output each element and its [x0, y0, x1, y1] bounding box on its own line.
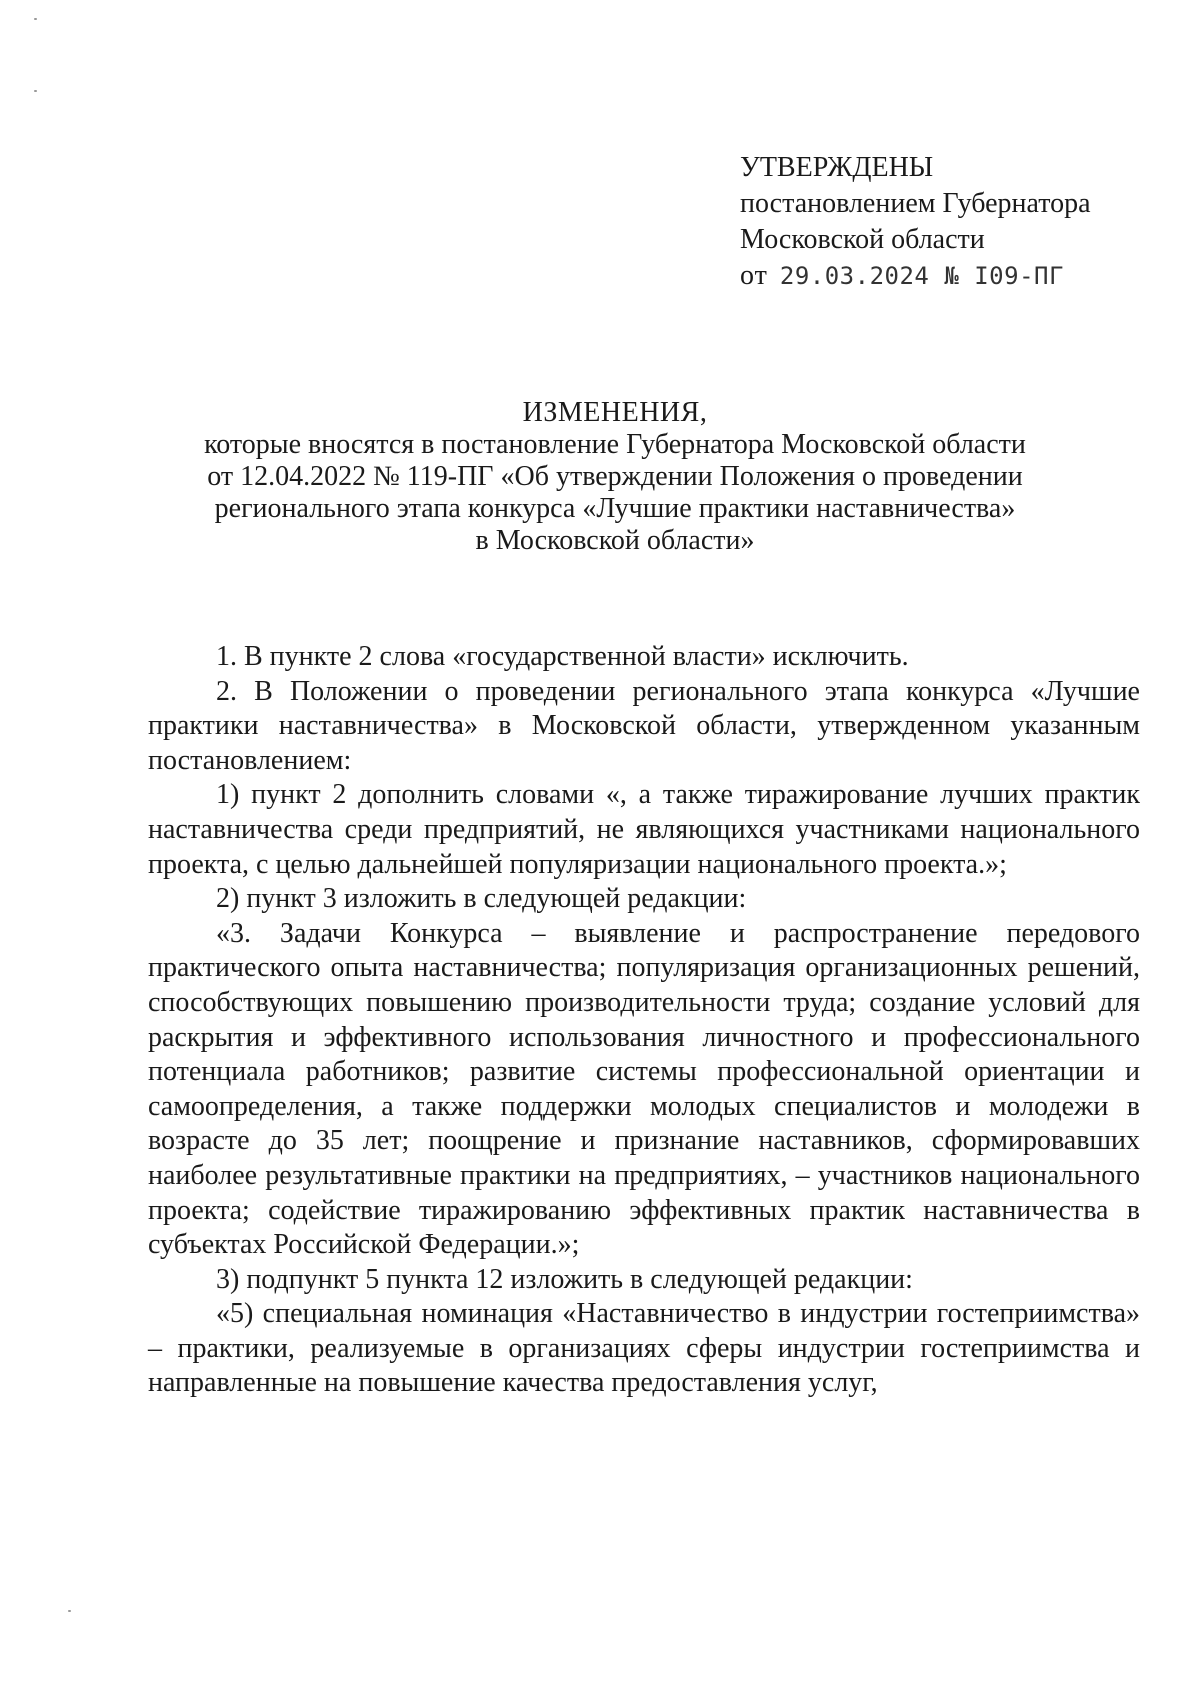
- approval-line: Московской области: [740, 224, 985, 255]
- approval-line: постановлением Губернатора: [740, 188, 1091, 219]
- approval-title: УТВЕРЖДЕНЫ: [740, 152, 934, 183]
- paragraph: «3. Задачи Конкурса – выявление и распространение передового практического опыта наставничества; популяризация организационных решений, способствующих повышению производительности труда; создание условий для раскрытия и эффективного использования личностного и профессионального потенциала работников; развитие системы профессиональной ориентации и самоопределения, а также поддержки молодых специалистов и молодежи в возрасте до 35 лет; поощрение и признание наставников, сформировавших наиболее результативные практики на предприятиях, – участников национального проекта; содействие тиражированию эффективных практик наставничества в субъектах Российской Федерации.»;: [148, 917, 1140, 1261]
- scan-speck: [34, 18, 37, 20]
- document-body: [148, 640, 1140, 1401]
- paragraph: 1. В пункте 2 слова «государственной власти» исключить.: [216, 641, 909, 672]
- scan-speck: [68, 1610, 71, 1612]
- paragraph: 2) пункт 3 изложить в следующей редакции:: [216, 883, 747, 915]
- paragraph: 1) пункт 2 дополнить словами «, а также тиражирование лучших практик наставничества среди предприятий, не являющихся участниками национального проекта, с целью дальнейшей популяризации национального проекта.»;: [148, 779, 1140, 880]
- title-heading: ИЗМЕНЕНИЯ,: [522, 397, 708, 428]
- title-line: которые вносятся в постановление Губернатора Московской области: [204, 429, 1026, 460]
- date-prefix: от: [740, 260, 768, 291]
- title-line: от 12.04.2022 № 119-ПГ «Об утверждении Положения о проведении: [207, 461, 1023, 492]
- approval-date-line: [740, 258, 1091, 294]
- scan-speck: [34, 90, 37, 92]
- title-line: регионального этапа конкурса «Лучшие практики наставничества»: [214, 493, 1016, 524]
- title-line: в Московской области»: [475, 525, 755, 556]
- paragraph: «5) специальная номинация «Наставничество в индустрии гостеприимства» – практики, реализуемые в организациях сферы индустрии гостеприимства и направленные на повышение качества предоставления услуг,: [148, 1298, 1140, 1399]
- paragraph: 3) подпункт 5 пункта 12 изложить в следующей редакции:: [216, 1263, 913, 1295]
- paragraph: 2. В Положении о проведении регионального этапа конкурса «Лучшие практики наставничества» в Московской области, утвержденном указанным постановлением:: [148, 675, 1140, 776]
- approval-block: [740, 150, 1091, 294]
- date-stamp: 29.03.2024 № I09-ПГ: [779, 262, 1064, 290]
- document-title: [150, 397, 1080, 557]
